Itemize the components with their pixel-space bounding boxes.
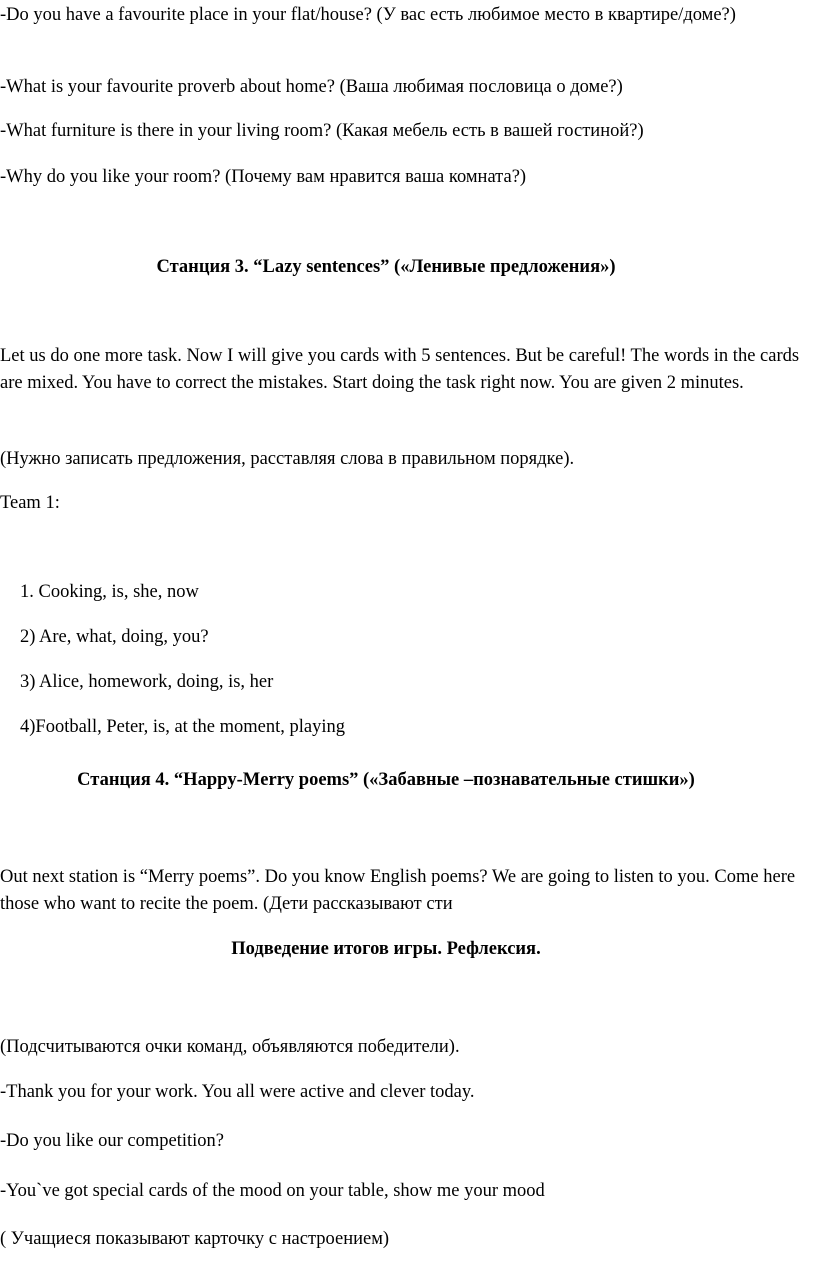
summary-line-5: ( Учащиеся показывают карточку с настроением) [0,1229,390,1249]
sentence-item: 3) Alice, homework, doing, is, her [20,672,274,692]
summary-line-4: -You`ve got special cards of the mood on your table, show me your mood [0,1181,545,1201]
sentence-item: 2) Are, what, doing, you? [20,627,209,647]
question-3: -What furniture is there in your living room? (Какая мебель есть в вашей гостиной?) [0,121,644,141]
station-4-heading: Станция 4. “Happy-Merry poems” («Забавные –познавательные стишки») [77,770,695,790]
station-3-intro: Let us do one more task. Now I will give you cards with 5 sentences. But be careful! The words in the cards are mixed. You have to correct the mistakes. Start doing the task right now. You are given 2 minutes. [0,346,800,393]
question-2: -What is your favourite proverb about home? (Ваша любимая пословица о доме?) [0,77,623,97]
summary-line-1: (Подсчитываются очки команд, объявляются победители). [0,1037,460,1057]
summary-line-2: -Thank you for your work. You all were active and clever today. [0,1082,475,1102]
sentence-item: 4)Football, Peter, is, at the moment, playing [20,717,346,737]
question-4: -Why do you like your room? (Почему вам нравится ваша комната?) [0,167,527,187]
station-3-heading: Станция 3. “Lazy sentences” («Ленивые предложения») [156,257,616,277]
station-4-intro: Out next station is “Merry poems”. Do you know English poems? We are going to listen to you. Come here those who want to recite the poem. (Дети рассказывают сти [0,867,796,914]
summary-heading: Подведение итогов игры. Рефлексия. [231,939,541,959]
summary-line-3: -Do you like our competition? [0,1131,225,1151]
question-1: -Do you have a favourite place in your flat/house? (У вас есть любимое место в квартире/доме?) [0,5,736,25]
team-label: Team 1: [0,493,60,513]
station-3-note: (Нужно записать предложения, расставляя слова в правильном порядке). [0,449,575,469]
sentence-item: 1. Cooking, is, she, now [20,582,199,602]
